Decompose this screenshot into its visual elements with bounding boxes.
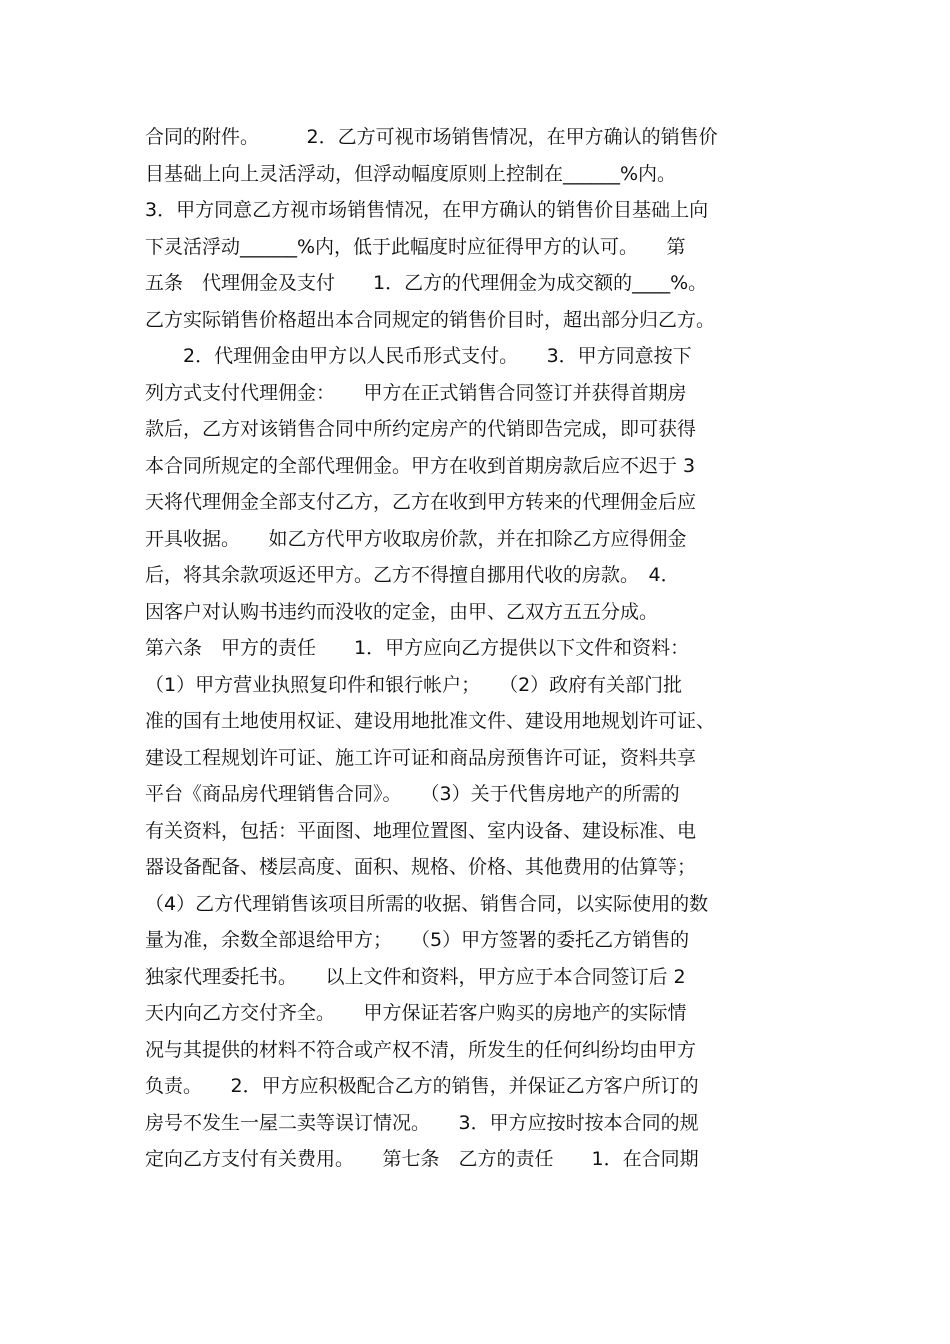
text-line-4: 下灵活浮动______%内，低于此幅度时应征得甲方的认可。 第 — [145, 235, 686, 258]
text-line-5: 五条 代理佣金及支付 1．乙方的代理佣金为成交额的____%。 — [145, 272, 708, 294]
text-line-20: 有关资料，包括：平面图、地理位置图、室内设备、建设标准、电 — [145, 819, 697, 842]
text-line-11: 天将代理佣金全部支付乙方，乙方在收到甲方转来的代理佣金后应 — [145, 491, 697, 513]
text-line-2: 目基础上向上灵活浮动，但浮动幅度原则上控制在______%内。 — [145, 162, 677, 185]
text-line-29: 定向乙方支付有关费用。 第七条 乙方的责任 1．在合同期 — [145, 1148, 699, 1170]
text-line-10: 本合同所规定的全部代理佣金。甲方在收到首期房款后应不迟于 3 — [145, 454, 696, 477]
text-line-6: 乙方实际销售价格超出本合同规定的销售价目时，超出部分归乙方。 — [145, 308, 716, 331]
text-line-1: 合同的附件。 2．乙方可视市场销售情况，在甲方确认的销售价 — [145, 126, 718, 148]
text-line-22: （4）乙方代理销售该项目所需的收据、销售合同，以实际使用的数 — [145, 892, 709, 915]
text-line-8: 列方式支付代理佣金： 甲方在正式销售合同签订并获得首期房 — [145, 381, 687, 404]
contract-body-text — [145, 119, 825, 1178]
text-line-21: 器设备配备、楼层高度、面积、规格、价格、其他费用的估算等； — [145, 856, 697, 878]
text-line-14: 因客户对认购书违约而没收的定金，由甲、乙双方五五分成。 — [145, 600, 659, 623]
text-line-19: 平台《商品房代理销售合同》。 （3）关于代售房地产的所需的 — [145, 783, 680, 805]
text-line-9: 款后，乙方对该销售合同中所约定房产的代销即告完成，即可获得 — [145, 418, 697, 440]
text-line-26: 况与其提供的材料不符合或产权不清，所发生的任何纠纷均由甲方 — [145, 1038, 697, 1061]
text-line-23: 量为准，余数全部退给甲方； （5）甲方签署的委托乙方销售的 — [145, 929, 690, 951]
text-line-27: 负责。 2．甲方应积极配合乙方的销售，并保证乙方客户所订的 — [145, 1075, 699, 1097]
text-line-16: （1）甲方营业执照复印件和银行帐户； （2）政府有关部门批 — [145, 673, 683, 696]
text-line-24: 独家代理委托书。 以上文件和资料，甲方应于本合同签订后 2 — [145, 965, 686, 988]
text-line-25: 天内向乙方交付齐全。 甲方保证若客户购买的房地产的实际情 — [145, 1002, 687, 1024]
text-line-15: 第六条 甲方的责任 1．甲方应向乙方提供以下文件和资料： — [145, 637, 690, 659]
text-line-7: 2．代理佣金由甲方以人民币形式支付。 3．甲方同意按下 — [145, 345, 692, 367]
text-line-13: 后，将其余款项返还甲方。乙方不得擅自挪用代收的房款。 4． — [145, 564, 680, 586]
text-line-18: 建设工程规划许可证、施工许可证和商品房预售许可证，资料共享 — [145, 746, 697, 769]
text-line-28: 房号不发生一屋二卖等误订情况。 3．甲方应按时按本合同的规 — [145, 1111, 699, 1134]
text-line-12: 开具收据。 如乙方代甲方收取房价款，并在扣除乙方应得佣金 — [145, 527, 687, 550]
text-line-17: 准的国有土地使用权证、建设用地批准文件、建设用地规划许可证、 — [145, 710, 716, 732]
text-line-3: 3．甲方同意乙方视市场销售情况，在甲方确认的销售价目基础上向 — [145, 199, 709, 221]
